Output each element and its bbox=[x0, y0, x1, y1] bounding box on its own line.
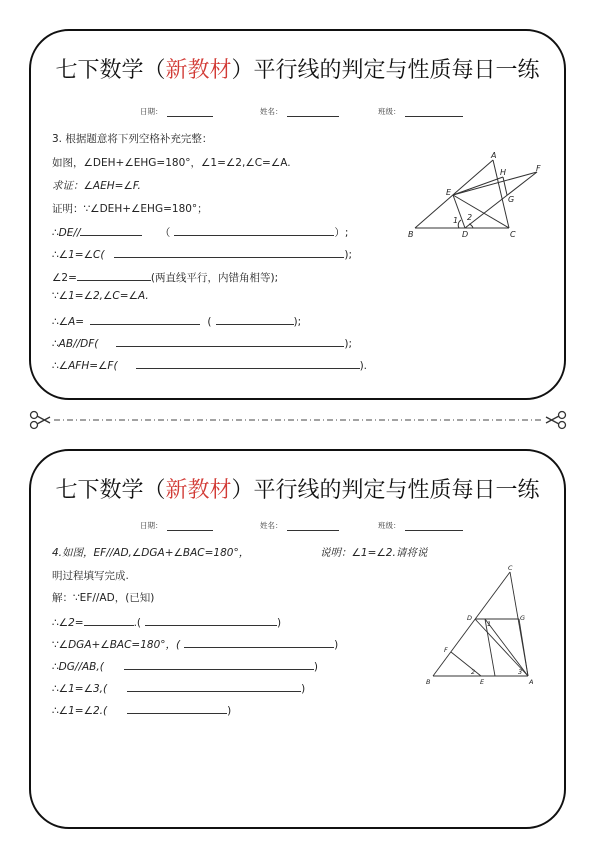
point-label: A bbox=[491, 151, 497, 160]
point-label: A bbox=[529, 678, 534, 686]
problem4-solution-intro: 解：∵EF//AD，(已知) bbox=[52, 592, 155, 604]
point-label: G bbox=[520, 614, 526, 622]
problem3-heading: 3. 根据题意将下列空格补充完整： bbox=[52, 133, 213, 145]
reason-blank[interactable] bbox=[116, 334, 344, 347]
proof3-step-5: ∴∠A= ( ); bbox=[52, 312, 301, 328]
angle-label: 3 bbox=[518, 668, 523, 676]
angle-label: 1 bbox=[487, 620, 492, 628]
answer-blank[interactable] bbox=[80, 223, 142, 236]
name-field[interactable]: 姓名： bbox=[260, 520, 339, 531]
point-label: F bbox=[536, 164, 541, 173]
cut-line bbox=[28, 410, 568, 430]
reason-blank[interactable] bbox=[184, 635, 334, 648]
reason-blank[interactable] bbox=[174, 223, 334, 236]
answer-blank[interactable] bbox=[84, 613, 134, 626]
point-label: F bbox=[444, 646, 448, 654]
date-field[interactable]: 日期： bbox=[140, 106, 213, 117]
title-highlight: 新教材 bbox=[165, 58, 232, 83]
problem3-given: 如图，∠DEH+∠EHG=180°，∠1=∠2,∠C=∠A. bbox=[52, 157, 291, 169]
angle-label: 2 bbox=[471, 668, 476, 676]
scissors-icon bbox=[546, 412, 566, 429]
student-info-row bbox=[31, 520, 564, 534]
student-info-row bbox=[31, 106, 564, 120]
proof3-step-2: ∴∠1=∠C( ); bbox=[52, 245, 352, 261]
proof4-step-3: ∴DG//AB,( ) bbox=[52, 657, 318, 673]
class-field[interactable]: 班级： bbox=[378, 520, 463, 531]
problem4-ask: 说明：∠1=∠2.请将说 bbox=[320, 547, 428, 559]
problem4-ask-cont: 明过程填写完成. bbox=[52, 570, 129, 582]
point-label: G bbox=[508, 195, 515, 204]
proof3-step-6: ∴AB//DF( ); bbox=[52, 334, 352, 350]
proof3-step-7: ∴∠AFH=∠F( ). bbox=[52, 356, 367, 372]
point-label: C bbox=[508, 564, 513, 572]
worksheet-card-2 bbox=[29, 449, 566, 829]
name-field[interactable]: 姓名： bbox=[260, 106, 339, 117]
reason-blank[interactable] bbox=[114, 245, 344, 258]
angle-label: 1 bbox=[453, 216, 459, 225]
angle-label: 2 bbox=[467, 213, 473, 222]
reason-blank[interactable] bbox=[145, 613, 277, 626]
geometry-figure-4 bbox=[421, 564, 541, 694]
problem3-proof-intro: 证明：∵∠DEH+∠EHG=180°； bbox=[52, 203, 208, 215]
proof4-step-4: ∴∠1=∠3,( ) bbox=[52, 679, 305, 695]
point-label: B bbox=[426, 678, 431, 686]
point-label: E bbox=[480, 678, 485, 686]
point-label: D bbox=[462, 230, 469, 238]
scissors-icon bbox=[31, 412, 51, 429]
proof4-step-1: ∴∠2= .( ) bbox=[52, 613, 281, 629]
proof3-step-3: ∠2= (两直线平行，内错角相等); bbox=[52, 268, 278, 285]
point-label: H bbox=[500, 168, 507, 177]
point-label: C bbox=[510, 230, 516, 238]
date-field[interactable]: 日期： bbox=[140, 520, 213, 531]
proof4-step-5: ∴∠1=∠2.( ) bbox=[52, 701, 231, 717]
reason-blank[interactable] bbox=[127, 701, 227, 714]
worksheet-card-1 bbox=[29, 29, 566, 400]
class-field[interactable]: 班级： bbox=[378, 106, 463, 117]
point-label: D bbox=[467, 614, 473, 622]
geometry-figure-3 bbox=[407, 150, 547, 238]
proof4-step-2: ∵∠DGA+∠BAC=180°，( ) bbox=[52, 635, 338, 652]
reason-blank[interactable] bbox=[136, 356, 360, 369]
problem4-heading: 4.如图，EF//AD,∠DGA+∠BAC=180°， bbox=[52, 547, 250, 559]
point-label: E bbox=[446, 188, 452, 197]
reason-blank[interactable] bbox=[124, 657, 314, 670]
worksheet-title: 七下数学（新教材）平行线的判定与性质每日一练 bbox=[55, 478, 540, 503]
answer-blank[interactable] bbox=[90, 312, 200, 325]
proof3-step-1: ∴DE// （ ）; bbox=[52, 223, 348, 240]
reason-blank[interactable] bbox=[216, 312, 294, 325]
problem3-prove: 求证：∠AEH=∠F. bbox=[52, 180, 141, 192]
reason-blank[interactable] bbox=[127, 679, 301, 692]
point-label: B bbox=[408, 230, 414, 238]
proof3-step-4: ∵∠1=∠2,∠C=∠A. bbox=[52, 290, 149, 302]
title-highlight: 新教材 bbox=[165, 478, 232, 503]
answer-blank[interactable] bbox=[77, 268, 151, 281]
worksheet-title: 七下数学（新教材）平行线的判定与性质每日一练 bbox=[55, 58, 540, 83]
